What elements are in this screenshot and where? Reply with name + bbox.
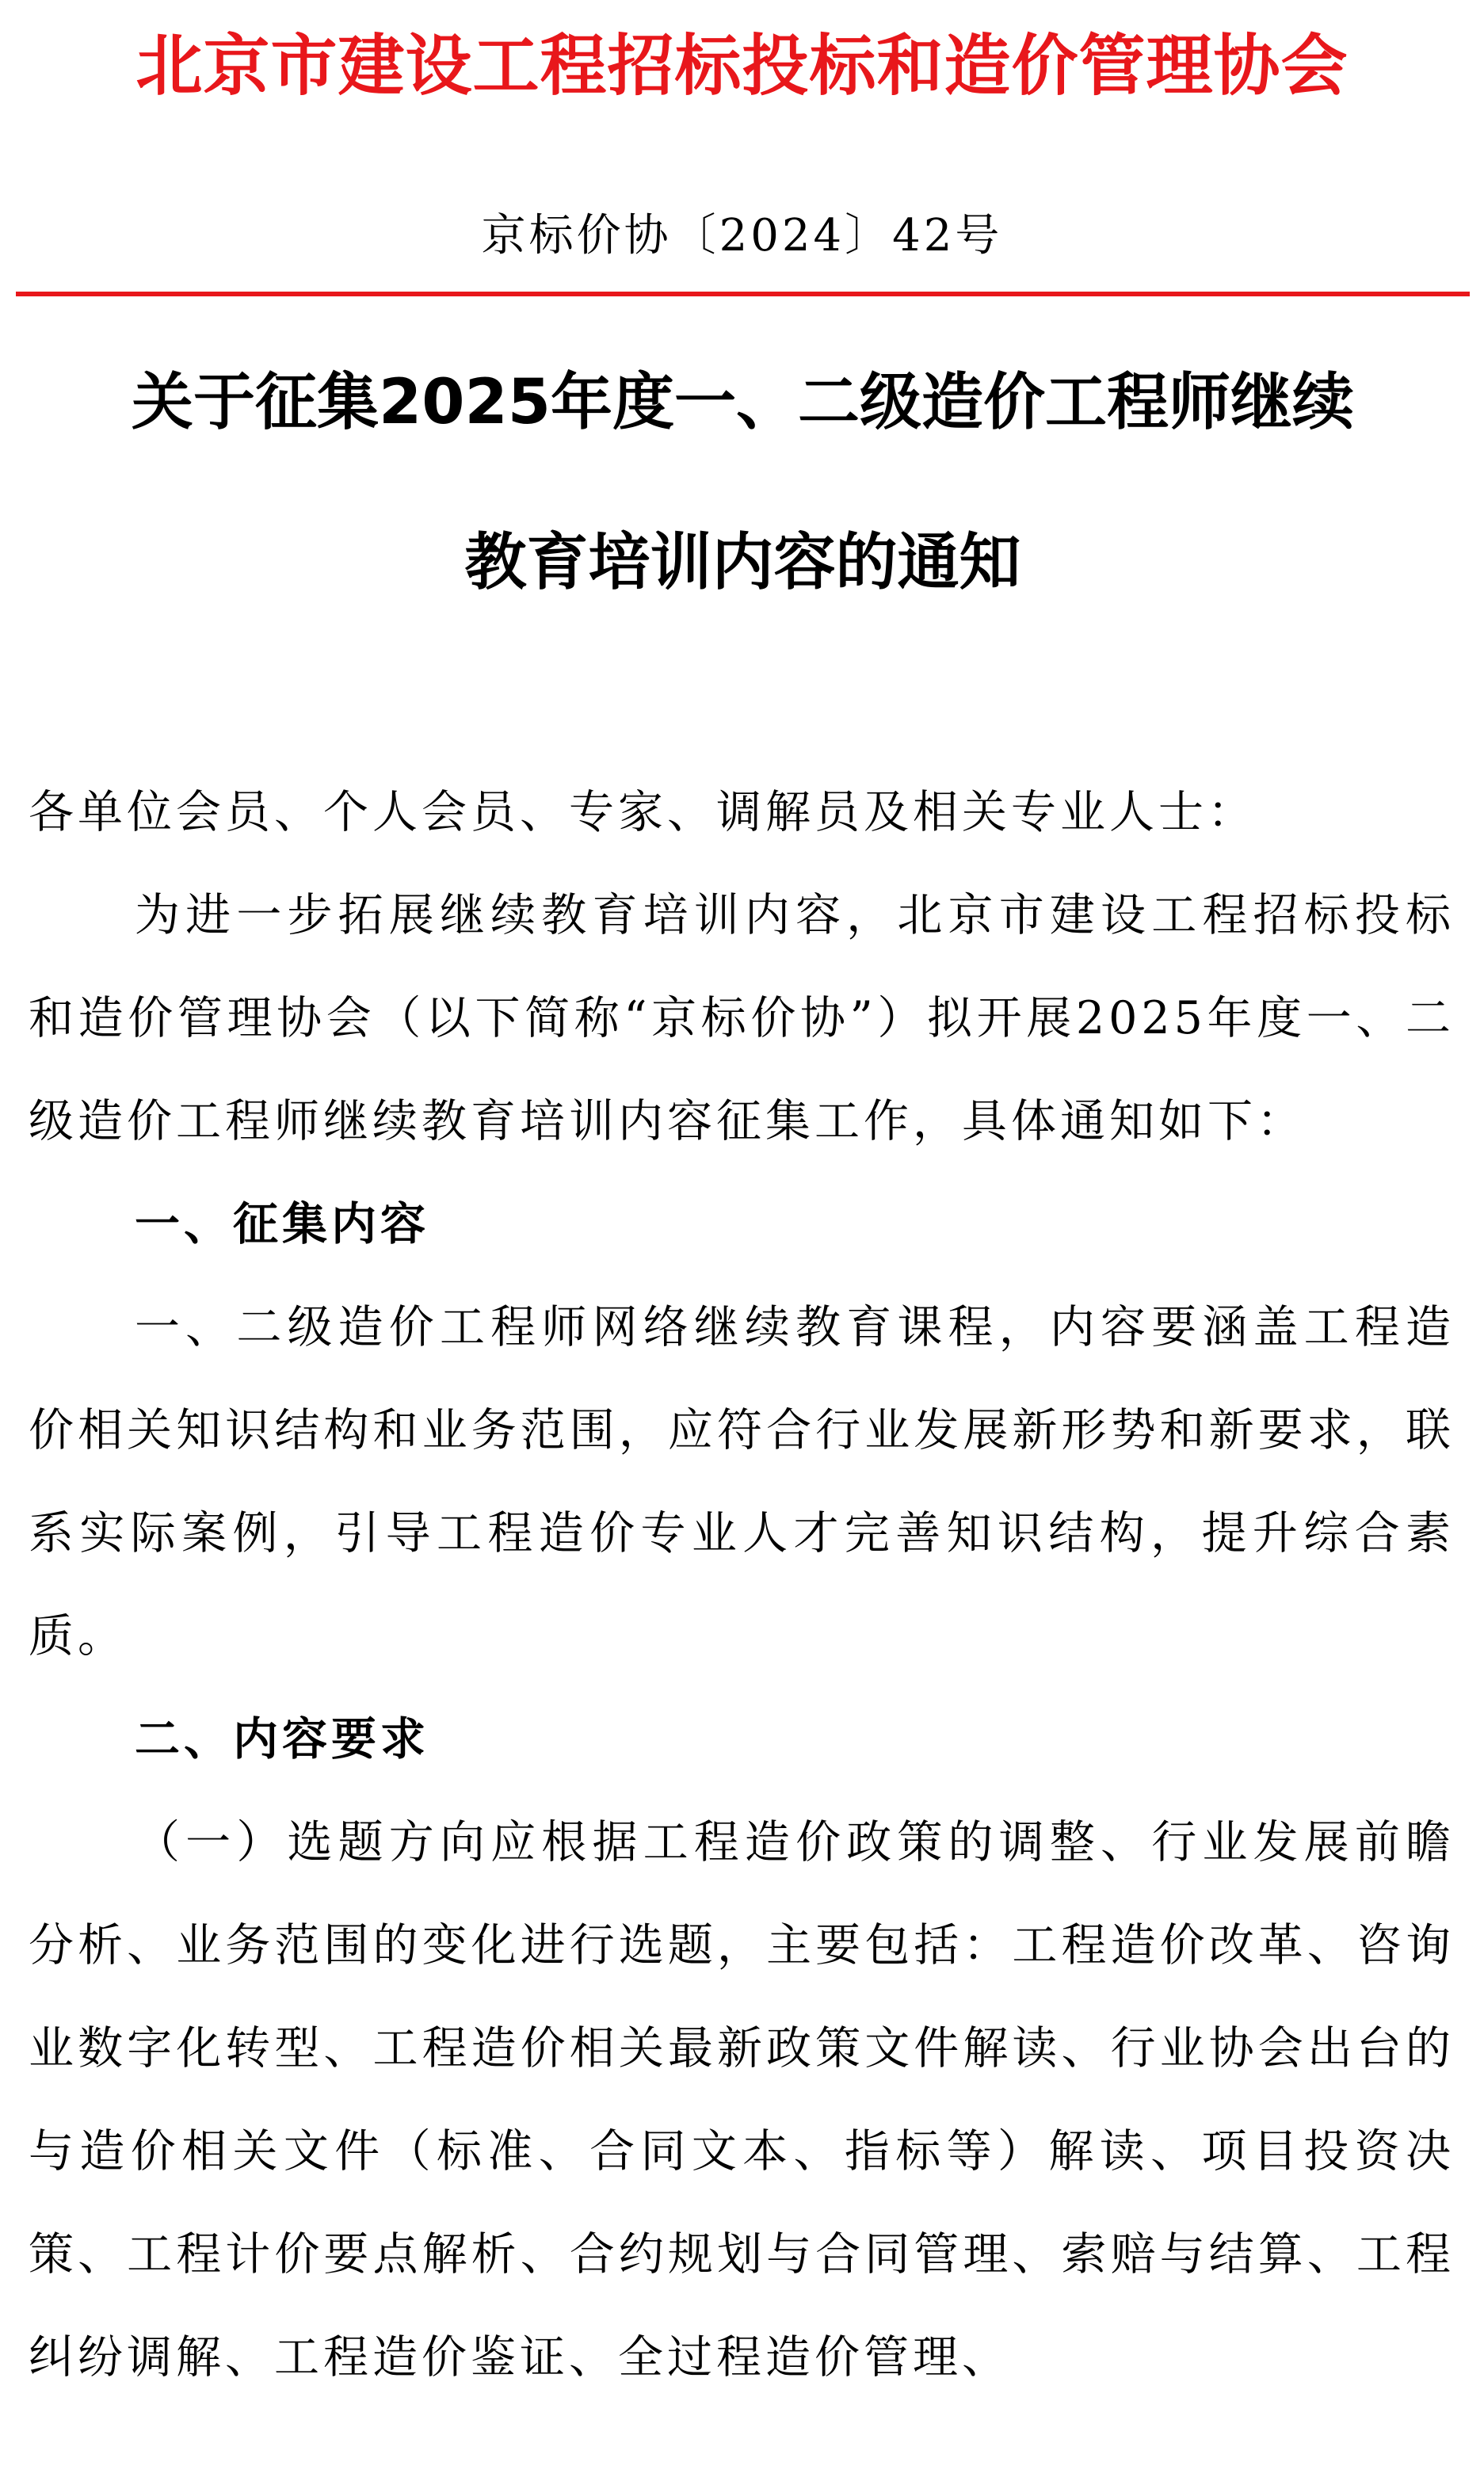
section-1-heading: 一、征集内容 bbox=[135, 1198, 429, 1250]
notice-title-line-1: 关于征集2025年度一、二级造价工程师继续 bbox=[131, 367, 1355, 438]
notice-body bbox=[29, 761, 1455, 2409]
section-2-item-1: （一）选题方向应根据工程造价政策的调整、行业发展前瞻分析、业务范围的变化进行选题，主要包括：工程造价改革、咨询业数字化转型、工程造价相关最新政策文件解读、行业协会出台的与造价相关文件（标准、合同文本、指标等）解读、项目投资决策、工程计价要点解析、合约规划与合同管理、索赔与结算、工程纠纷调解、工程造价鉴证、全过程造价管理、 bbox=[29, 1816, 1455, 2384]
section-2-heading: 二、内容要求 bbox=[135, 1713, 429, 1765]
organization-header: 北京市建设工程招标投标和造价管理协会 bbox=[135, 26, 1349, 105]
section-1-paragraph: 一、二级造价工程师网络继续教育课程，内容要涵盖工程造价相关知识结构和业务范围，应符合行业发展新形势和新要求，联系实际案例，引导工程造价专业人才完善知识结构，提升综合素质。 bbox=[29, 1301, 1455, 1662]
salutation: 各单位会员、个人会员、专家、调解员及相关专业人士： bbox=[29, 786, 1257, 838]
notice-title-line-2: 教育培训内容的通知 bbox=[464, 527, 1021, 598]
red-divider bbox=[16, 292, 1470, 296]
intro-paragraph: 为进一步拓展继续教育培训内容，北京市建设工程招标投标和造价管理协会（以下简称“京标价协”）拟开展2025年度一、二级造价工程师继续教育培训内容征集工作，具体通知如下： bbox=[29, 889, 1455, 1147]
document-number: 京标价协〔2024〕42号 bbox=[481, 210, 1003, 261]
